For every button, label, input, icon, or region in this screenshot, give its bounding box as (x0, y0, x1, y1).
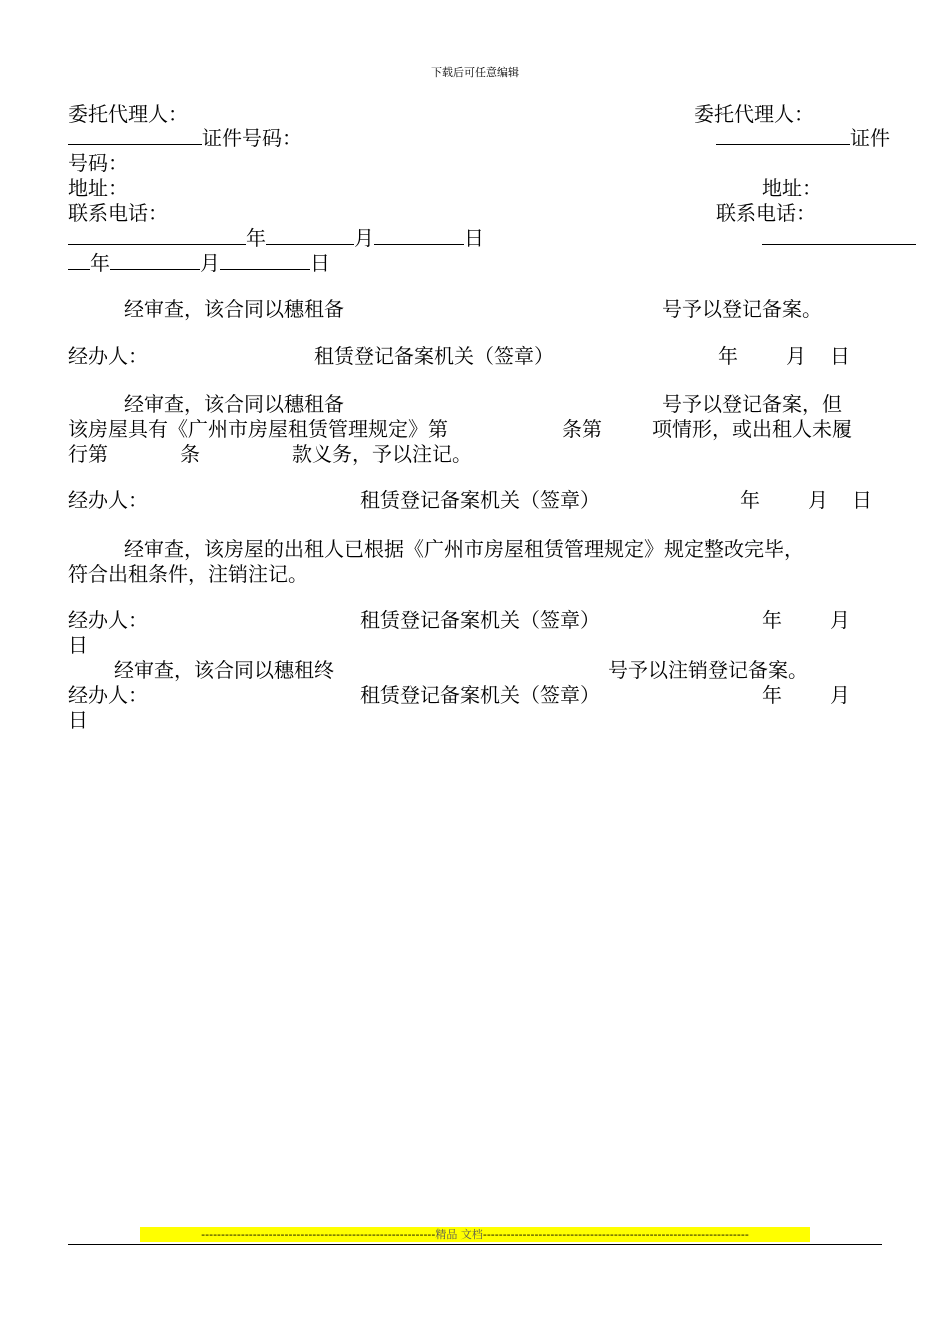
right-id-row (716, 126, 890, 150)
footer-rule (68, 1244, 882, 1245)
left-day-blank (374, 226, 464, 245)
s3-line2: 符合出租条件，注销注记。 (68, 562, 308, 586)
s2-line2-c: 项情形，或出租人未履 (652, 417, 852, 441)
s4-text-b: 号予以注销登记备案。 (608, 658, 808, 682)
s2-line3-a: 行第 (68, 442, 108, 466)
left-month-blank (266, 226, 354, 245)
right-month-blank (110, 251, 200, 270)
s4-month: 月 (830, 683, 850, 707)
s1-text-a: 经审查，该合同以穗租备 (124, 297, 344, 321)
s3-handler: 经办人： (68, 608, 148, 632)
s1-day: 日 (830, 344, 850, 368)
s2-line3-b: 条 (180, 442, 200, 466)
s1-authority: 租赁登记备案机关（签章） (314, 344, 554, 368)
right-month: 月 (200, 251, 220, 275)
left-agent-blank (68, 126, 202, 145)
s1-month: 月 (786, 344, 806, 368)
s4-authority: 租赁登记备案机关（签章） (360, 683, 600, 707)
right-date-row (68, 251, 330, 275)
s4-day: 日 (68, 708, 88, 732)
left-id-label: 证件号码： (202, 126, 302, 150)
left-address-label: 地址： (68, 176, 128, 200)
s1-text-b: 号予以登记备案。 (662, 297, 822, 321)
right-agent-label: 委托代理人： (694, 102, 814, 126)
s2-line1-b: 号予以登记备案，但 (662, 392, 842, 416)
s2-line3-c: 款义务，予以注记。 (292, 442, 472, 466)
right-day: 日 (310, 251, 330, 275)
left-year: 年 (246, 226, 266, 250)
s3-year: 年 (762, 608, 782, 632)
right-address-label: 地址： (762, 176, 822, 200)
footer-dashes-left: ----------------------------------------------------------- (201, 1228, 436, 1241)
s1-year: 年 (718, 344, 738, 368)
right-id-label-part1: 证件 (850, 126, 890, 150)
s4-handler: 经办人： (68, 683, 148, 707)
left-month: 月 (354, 226, 374, 250)
left-id-row (68, 126, 302, 150)
left-phone-label: 联系电话： (68, 201, 168, 225)
right-year-blank-part2 (68, 251, 90, 270)
footer-dashes-right: ------------------------------------------------------------------- (482, 1228, 749, 1241)
left-day: 日 (464, 226, 484, 250)
left-agent-label: 委托代理人： (68, 102, 188, 126)
s2-handler: 经办人： (68, 488, 148, 512)
s2-line2-a: 该房屋具有《广州市房屋租赁管理规定》第 (68, 417, 448, 441)
s3-line1: 经审查，该房屋的出租人已根据《广州市房屋租赁管理规定》规定整改完毕， (124, 537, 804, 561)
footer-label: 精品 文档 (435, 1228, 483, 1241)
s3-month: 月 (830, 608, 850, 632)
footer-band (140, 1227, 810, 1242)
right-agent-blank (716, 126, 850, 145)
header-note: 下载后可任意编辑 (431, 66, 519, 79)
s3-day: 日 (68, 633, 88, 657)
right-year-blank-part1 (762, 226, 916, 245)
right-phone-label: 联系电话： (716, 201, 816, 225)
right-year: 年 (90, 251, 110, 275)
s2-line1-a: 经审查，该合同以穗租备 (124, 392, 344, 416)
s2-line2-b: 条第 (562, 417, 602, 441)
left-year-blank (68, 226, 246, 245)
s2-month: 月 (808, 488, 828, 512)
s4-text-a: 经审查，该合同以穗租终 (114, 658, 334, 682)
right-id-label-part2: 号码： (68, 151, 128, 175)
s4-year: 年 (762, 683, 782, 707)
s2-authority: 租赁登记备案机关（签章） (360, 488, 600, 512)
s3-authority: 租赁登记备案机关（签章） (360, 608, 600, 632)
right-date-blank-row (762, 226, 916, 250)
s1-handler: 经办人： (68, 344, 148, 368)
s2-day: 日 (852, 488, 872, 512)
left-date-row (68, 226, 484, 250)
right-day-blank (220, 251, 310, 270)
s2-year: 年 (740, 488, 760, 512)
